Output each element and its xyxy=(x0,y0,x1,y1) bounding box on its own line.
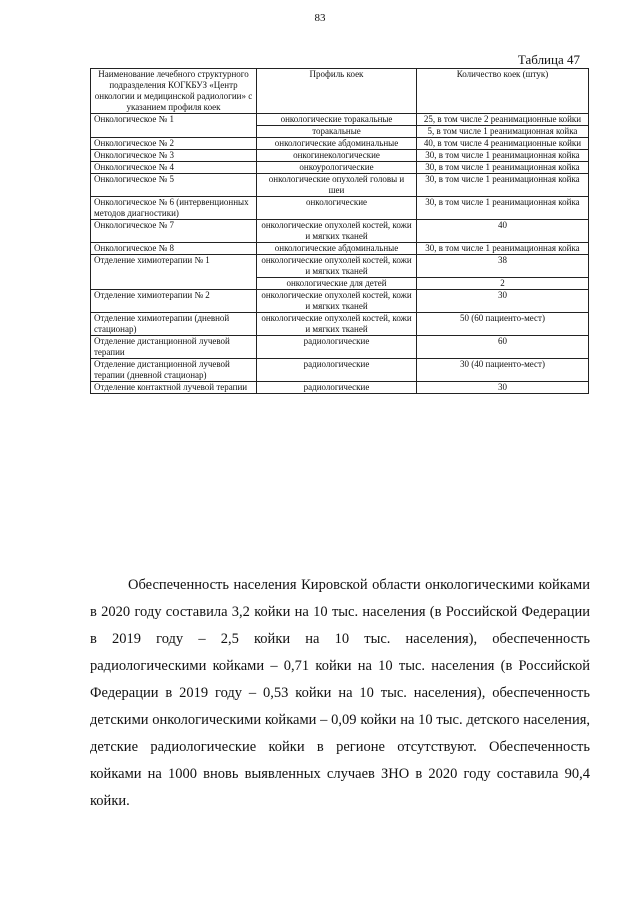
cell-unit: Онкологическое № 3 xyxy=(91,150,257,162)
cell-count: 30 xyxy=(417,382,589,394)
cell-count: 30, в том числе 1 реанимационная койка xyxy=(417,197,589,220)
page-number: 83 xyxy=(314,12,326,24)
cell-unit: Онкологическое № 6 (интервенционных методов диагностики) xyxy=(91,197,257,220)
cell-count: 40 xyxy=(417,220,589,243)
table-header-row xyxy=(91,69,589,114)
cell-unit: Отделение дистанционной лучевой терапии (дневной стационар) xyxy=(91,359,257,382)
cell-profile: онкологические торакальные xyxy=(257,114,417,126)
cell-profile: онкологические опухолей головы и шеи xyxy=(257,174,417,197)
table-caption: Таблица 47 xyxy=(517,52,580,67)
cell-profile: онкологические xyxy=(257,197,417,220)
cell-count: 30 (40 пациенто-мест) xyxy=(417,359,589,382)
cell-count: 40, в том числе 4 реанимационные койки xyxy=(417,138,589,150)
cell-count: 60 xyxy=(417,336,589,359)
table-row xyxy=(91,313,589,336)
table-row xyxy=(91,255,589,278)
cell-count: 5, в том числе 1 реанимационная койка xyxy=(417,126,589,138)
table-row xyxy=(91,220,589,243)
cell-unit: Онкологическое № 8 xyxy=(91,243,257,255)
cell-unit: Онкологическое № 1 xyxy=(91,114,257,138)
cell-profile: онкоурологические xyxy=(257,162,417,174)
table-row xyxy=(91,382,589,394)
cell-unit: Отделение химиотерапии № 1 xyxy=(91,255,257,290)
body-paragraph: Обеспеченность населения Кировской области онкологическими койками в 2020 году составила 3,2 койки на 10 тыс. населения (в Российской Федерации в 2019 году – 2,5 койки на 10 тыс. населения), обеспеченность радиологическими койками – 0,71 койки на 10 тыс. населения (в Российской Федерации в 2019 году – 0,53 койки на 10 тыс. населения), обеспеченность детскими онкологическими койками – 0,09 койки на 10 тыс. детского населения, детские радиологические койки в регионе отсутствуют. Обеспеченность койками на 1000 вновь выявленных случаев ЗНО в 2020 году составила 90,4 койки. xyxy=(90,577,590,809)
cell-profile: радиологические xyxy=(257,382,417,394)
table-row xyxy=(91,174,589,197)
cell-unit: Отделение дистанционной лучевой терапии xyxy=(91,336,257,359)
cell-count: 50 (60 пациенто-мест) xyxy=(417,313,589,336)
cell-count: 30, в том числе 1 реанимационная койка xyxy=(417,174,589,197)
cell-profile: онкологические опухолей костей, кожи и мягких тканей xyxy=(257,220,417,243)
table-row xyxy=(91,150,589,162)
beds-table xyxy=(90,68,589,394)
cell-unit: Онкологическое № 5 xyxy=(91,174,257,197)
table-row xyxy=(91,114,589,126)
cell-count: 30 xyxy=(417,290,589,313)
table-row xyxy=(91,243,589,255)
cell-profile: радиологические xyxy=(257,336,417,359)
table-row xyxy=(91,162,589,174)
table-row xyxy=(91,290,589,313)
cell-count: 30, в том числе 1 реанимационная койка xyxy=(417,243,589,255)
table-row xyxy=(91,359,589,382)
cell-unit: Отделение химиотерапии № 2 xyxy=(91,290,257,313)
cell-count: 2 xyxy=(417,278,589,290)
header-count: Количество коек (штук) xyxy=(417,69,589,114)
cell-unit: Онкологическое № 4 xyxy=(91,162,257,174)
cell-count: 38 xyxy=(417,255,589,278)
cell-unit: Онкологическое № 7 xyxy=(91,220,257,243)
cell-count: 30, в том числе 1 реанимационная койка xyxy=(417,150,589,162)
cell-unit: Отделение химиотерапии (дневной стационар) xyxy=(91,313,257,336)
cell-profile: онкологические для детей xyxy=(257,278,417,290)
table-row xyxy=(91,336,589,359)
cell-profile: онкологические опухолей костей, кожи и мягких тканей xyxy=(257,313,417,336)
cell-profile: онкогинекологические xyxy=(257,150,417,162)
header-unit: Наименование лечебного структурного подразделения КОГКБУЗ «Центр онкологии и медицинской радиологии» с указанием профиля коек xyxy=(91,69,257,114)
table-row xyxy=(91,138,589,150)
cell-count: 25, в том числе 2 реанимационные койки xyxy=(417,114,589,126)
cell-unit: Отделение контактной лучевой терапии xyxy=(91,382,257,394)
header-profile: Профиль коек xyxy=(257,69,417,114)
table-row xyxy=(91,197,589,220)
cell-profile: онкологические опухолей костей, кожи и мягких тканей xyxy=(257,290,417,313)
cell-profile: онкологические абдоминальные xyxy=(257,243,417,255)
cell-profile: онкологические абдоминальные xyxy=(257,138,417,150)
cell-unit: Онкологическое № 2 xyxy=(91,138,257,150)
cell-profile: онкологические опухолей костей, кожи и мягких тканей xyxy=(257,255,417,278)
cell-count: 30, в том числе 1 реанимационная койка xyxy=(417,162,589,174)
cell-profile: торакальные xyxy=(257,126,417,138)
cell-profile: радиологические xyxy=(257,359,417,382)
